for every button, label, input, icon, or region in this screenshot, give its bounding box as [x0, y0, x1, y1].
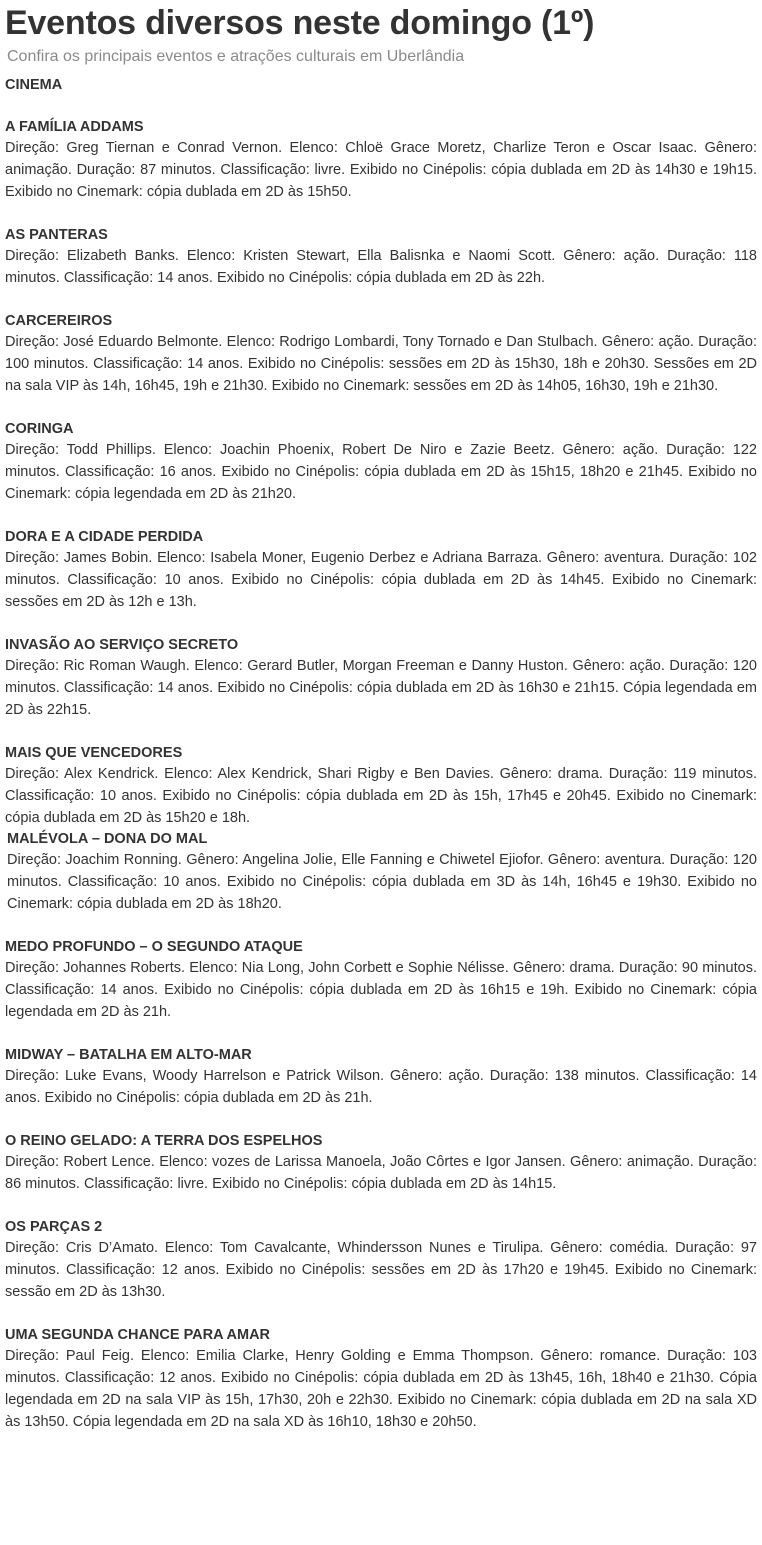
movie-description: Direção: Paul Feig. Elenco: Emilia Clarke, Henry Golding e Emma Thompson. Gênero: romance. Duração: 103 minutos. Classificação: 12 anos. Exibido no Cinépolis: cópia dublada em 2D às 13h45, 16h, 18h40 e 21h30. Cópia legendada em 2D na sala VIP às 15h, 17h30, 20h e 22h30. Exibido no Cinemark: cópia dublada em 2D na sala XD às 13h50. Cópia legendada em 2D na sala XD às 16h10, 18h30 e 20h50. [5, 1348, 757, 1430]
movie-description: Direção: Luke Evans, Woody Harrelson e Patrick Wilson. Gênero: ação. Duração: 138 minutos. Classificação: 14 anos. Exibido no Cinépolis: cópia dublada em 2D às 21h. [5, 1068, 757, 1106]
page-title: Eventos diversos neste domingo (1º) [5, 4, 595, 42]
movie-description: Direção: Joachim Ronning. Gênero: Angelina Jolie, Elle Fanning e Chiwetel Ejiofor. Gênero: aventura. Duração: 120 minutos. Classificação: 10 anos. Exibido no Cinépolis: cópia dublada em 3D às 14h, 16h45 e 19h30. Exibido no Cinemark: cópia dublada em 2D às 18h20. [7, 852, 757, 912]
movie-title: CORINGA [5, 421, 74, 437]
movie-description: Direção: James Bobin. Elenco: Isabela Moner, Eugenio Derbez e Adriana Barraza. Gênero: aventura. Duração: 102 minutos. Classificação: 10 anos. Exibido no Cinépolis: cópia dublada em 2D às 14h45. Exibido no Cinemark: sessões em 2D às 12h e 13h. [5, 550, 757, 610]
section-heading-cinema: CINEMA [5, 77, 63, 93]
movie-entry [5, 419, 757, 505]
movie-title: DORA E A CIDADE PERDIDA [5, 529, 204, 545]
movie-entry [5, 829, 757, 915]
movie-entry [5, 635, 757, 721]
movie-title: MEDO PROFUNDO – O SEGUNDO ATAQUE [5, 939, 303, 955]
movie-entry [5, 225, 757, 289]
movie-title: UMA SEGUNDA CHANCE PARA AMAR [5, 1327, 271, 1343]
movie-entry [5, 1045, 757, 1109]
movie-description: Direção: Todd Phillips. Elenco: Joachin Phoenix, Robert De Niro e Zazie Beetz. Gênero: ação. Duração: 122 minutos. Classificação: 16 anos. Exibido no Cinépolis: cópia dublada em 2D às 15h15, 18h20 e 21h45. Exibido no Cinemark: cópia legendada em 2D às 21h20. [5, 442, 757, 502]
movie-description: Direção: Cris D’Amato. Elenco: Tom Cavalcante, Whindersson Nunes e Tirulipa. Gênero: comédia. Duração: 97 minutos. Classificação: 12 anos. Exibido no Cinépolis: sessões em 2D às 17h20 e 19h45. Exibido no Cinemark: sessão em 2D às 13h30. [5, 1240, 757, 1300]
movie-entry [5, 1131, 757, 1195]
movie-title: AS PANTERAS [5, 227, 108, 243]
movie-description: Direção: José Eduardo Belmonte. Elenco: Rodrigo Lombardi, Tony Tornado e Dan Stulbach. Gênero: ação. Duração: 100 minutos. Classificação: 14 anos. Exibido no Cinépolis: sessões em 2D às 15h30, 18h e 20h30. Sessões em 2D na sala VIP às 14h, 16h45, 19h e 21h30. Exibido no Cinemark: sessões em 2D às 14h05, 16h30, 19h e 21h30. [5, 334, 757, 394]
page-subtitle: Confira os principais eventos e atrações culturais em Uberlândia [7, 48, 465, 65]
movie-title: A FAMÍLIA ADDAMS [5, 119, 144, 135]
movie-entry [5, 1325, 757, 1433]
movie-entry [5, 937, 757, 1023]
movie-entry [5, 527, 757, 613]
movie-title: MALÉVOLA – DONA DO MAL [7, 831, 208, 847]
movie-title: MIDWAY – BATALHA EM ALTO-MAR [5, 1047, 252, 1063]
movie-description: Direção: Robert Lence. Elenco: vozes de Larissa Manoela, João Côrtes e Igor Jansen. Gênero: animação. Duração: 86 minutos. Classificação: livre. Exibido no Cinépolis: cópia dublada em 2D às 14h15. [5, 1154, 757, 1192]
movie-title: O REINO GELADO: A TERRA DOS ESPELHOS [5, 1133, 323, 1149]
movie-title: CARCEREIROS [5, 313, 113, 329]
movie-title: MAIS QUE VENCEDORES [5, 745, 183, 761]
movie-title: OS PARÇAS 2 [5, 1219, 103, 1235]
movie-entry [5, 743, 757, 829]
movie-description: Direção: Greg Tiernan e Conrad Vernon. Elenco: Chloë Grace Moretz, Charlize Teron e Oscar Isaac. Gênero: animação. Duração: 87 minutos. Classificação: livre. Exibido no Cinépolis: cópia dublada em 2D às 14h30 e 19h15. Exibido no Cinemark: cópia dublada em 2D às 15h50. [5, 140, 757, 200]
movie-description: Direção: Alex Kendrick. Elenco: Alex Kendrick, Shari Rigby e Ben Davies. Gênero: drama. Duração: 119 minutos. Classificação: 10 anos. Exibido no Cinépolis: cópia dublada em 2D às 15h, 17h45 e 20h45. Exibido no Cinemark: cópia dublada em 2D às 15h20 e 18h. [5, 766, 757, 826]
movie-description: Direção: Johannes Roberts. Elenco: Nia Long, John Corbett e Sophie Nélisse. Gênero: drama. Duração: 90 minutos. Classificação: 14 anos. Exibido no Cinépolis: cópia dublada em 2D às 16h15 e 19h. Exibido no Cinemark: cópia legendada em 2D às 21h. [5, 960, 757, 1020]
movie-description: Direção: Ric Roman Waugh. Elenco: Gerard Butler, Morgan Freeman e Danny Huston. Gênero: ação. Duração: 120 minutos. Classificação: 14 anos. Exibido no Cinépolis: cópia dublada em 2D às 16h30 e 21h15. Cópia legendada em 2D às 22h15. [5, 658, 757, 718]
movie-entry [5, 1217, 757, 1303]
movie-entry [5, 117, 757, 203]
movie-entry [5, 311, 757, 397]
movie-description: Direção: Elizabeth Banks. Elenco: Kristen Stewart, Ella Balisnka e Naomi Scott. Gênero: ação. Duração: 118 minutos. Classificação: 14 anos. Exibido no Cinépolis: cópia dublada em 2D às 22h. [5, 248, 757, 286]
movie-title: INVASÃO AO SERVIÇO SECRETO [5, 637, 239, 653]
